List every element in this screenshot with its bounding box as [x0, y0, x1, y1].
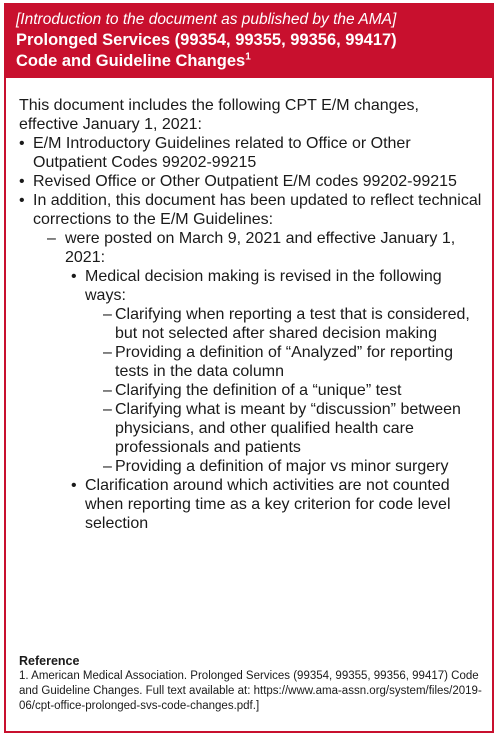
reference-text: 1. American Medical Association. Prolonged Services (99354, 99355, 99356, 99417) Code and Guideline Changes. Full text available at: https://www.ama-assn.org/system/files/2019-06/cpt-office-prolonged-svs-code-changes.pdf.] — [19, 670, 482, 712]
header-banner — [6, 5, 492, 78]
mdm-change-list — [85, 305, 482, 476]
footnote-mark: 1 — [245, 51, 251, 63]
document-title — [16, 30, 482, 72]
correction-list — [33, 229, 482, 533]
reference-section — [19, 653, 484, 714]
list-item: – Providing a definition of “Analyzed” for reporting tests in the data column — [85, 343, 482, 381]
intro-note: [Introduction to the document as published by the AMA] — [16, 11, 397, 28]
list-item: – Clarifying the definition of a “unique” test — [85, 381, 482, 400]
list-item — [33, 229, 482, 533]
list-item — [19, 191, 482, 533]
list-item-text: In addition, this document has been updated to reflect technical corrections to the E/M Guidelines: — [33, 192, 482, 228]
list-item: • E/M Introductory Guidelines related to Office or Other Outpatient Codes 99202-99215 — [19, 134, 482, 172]
list-item-text: were posted on March 9, 2021 and effective January 1, 2021: — [65, 230, 456, 266]
title-line-1: Prolonged Services (99354, 99355, 99356, 99417) — [16, 31, 397, 49]
list-item-text: Medical decision making is revised in the following ways: — [85, 268, 442, 304]
title-line-2: Code and Guideline Changes — [16, 52, 246, 70]
document-box — [4, 3, 494, 733]
revision-list — [65, 267, 482, 533]
change-list — [19, 134, 482, 533]
list-item: – Providing a definition of major vs minor surgery — [85, 457, 482, 476]
list-item: – Clarifying when reporting a test that is considered, but not selected after shared decision making — [85, 305, 482, 343]
reference-title: Reference — [19, 654, 80, 668]
list-item: • Clarification around which activities are not counted when reporting time as a key criterion for code level selection — [65, 476, 482, 533]
list-item: – Clarifying what is meant by “discussion” between physicians, and other qualified health care professionals and patients — [85, 400, 482, 457]
lead-paragraph: This document includes the following CPT E/M changes, effective January 1, 2021: — [19, 97, 419, 133]
list-item — [65, 267, 482, 476]
document-body — [6, 78, 492, 533]
list-item: • Revised Office or Other Outpatient E/M codes 99202-99215 — [19, 172, 482, 191]
